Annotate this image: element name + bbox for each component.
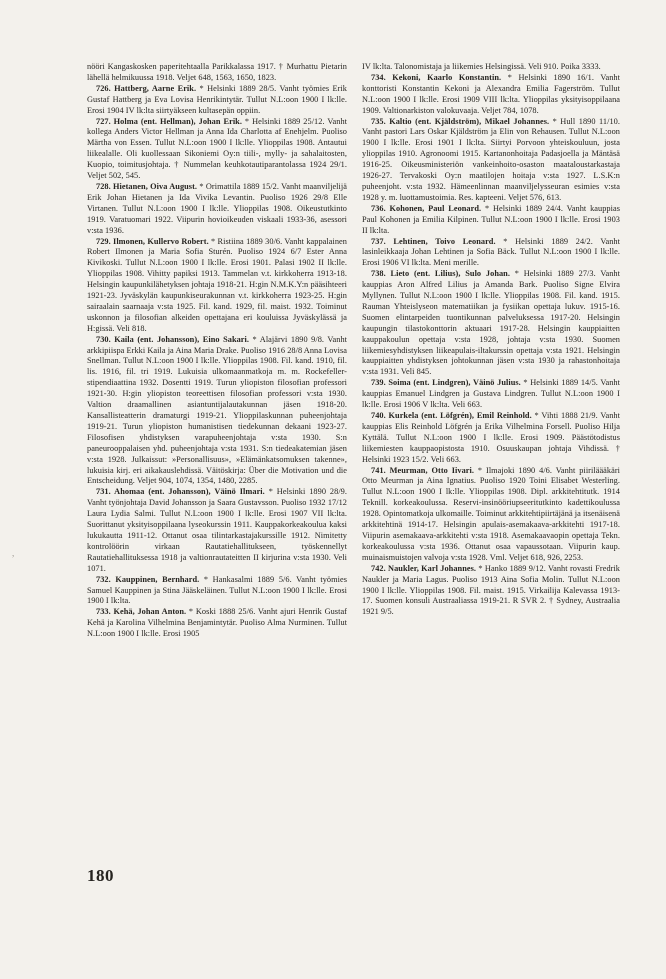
entry-heading: 730. Kaila (ent. Johansson), Eino Sakari. — [96, 334, 250, 344]
entry-body: * Helsinki 1889 28/5. Vanht työmies Erik Gustaf Hattberg ja Eva Lovisa Henrikintytär. Tullut N.L:oon 1900 I lk:lle. Erosi 1904 IV lk:lta siirtyäkseen kultasepän oppiin. — [87, 83, 348, 115]
entry-737 — [362, 237, 620, 270]
entry-heading: 727. Holma (ent. Hellman), Johan Erik. — [96, 116, 242, 126]
entry-heading: 729. Ilmonen, Kullervo Robert. — [96, 236, 209, 246]
entry-body: * Helsinki 1889 24/2. Vanht lasinleikkaaja Johan Lehtinen ja Sofia Bäck. Tullut N.L:oon 1900 I lk:lle. Erosi 1906 VI lk:lta. Meni merille. — [362, 236, 620, 268]
entry-726 — [87, 84, 347, 117]
entry-736 — [362, 204, 620, 237]
entry-continuation: nööri Kangaskosken paperitehtaalla Parikkalassa 1917. † Murhattu Pietarin lähellä helmikuussa 1918. Veljet 648, 1563, 1650, 1823. — [87, 62, 347, 82]
entry-heading: 726. Hattberg, Aarne Erik. — [96, 83, 197, 93]
entry-734 — [362, 73, 620, 117]
entry-body: * Orimattila 1889 15/2. Vanht maanviljelijä Erik Johan Hietanen ja Ida Vivika Levantin. Puoliso 1926 29/8 Elle Virtanen. Tullut N.L:oon 1900 I lk:lle. Ylioppilas 1908. Oikeustutkinto 1919. Varatuomari 1922. Viipurin hovioikeuden viskaali 1933-36, asessori v:sta 1936. — [87, 181, 347, 235]
entry-body: * Ristiina 1889 30/6. Vanht kappalainen Robert Ilmonen ja Maria Sofia Sturén. Puoliso 1924 6/7 Ester Anna Kivikoski. Tullut N.L:oon 1900 I lk:lle. Erosi 1901. Palasi 1902 II lk:lle. Ylioppilas 1908. Vihitty papiksi 1913. Tammelan v.t. kirkkoherra 1913-18. Helsingin kaupunkilähetyksen johtaja 1918-21. H:gin N.M.K.Y:n pääsihteeri 1921-23. Jyväskylän kaupunkiseurakunnan v.t. kirkkoherra 1923-25. H:gin sairaalain saarnaaja v:sta 1925. Fil. kand. 1929, fil. maist. 1932. Toiminut uskonnon ja filosofian alkeiden opettajana eri kouluissa Jyväskylässä ja H:gissä. Veli 818. — [87, 236, 347, 333]
right-column — [362, 62, 620, 618]
entry-heading: 733. Kehä, Johan Anton. — [96, 607, 187, 617]
entry-heading: 735. Kaltio (ent. Kjäldström), Mikael Johannes. — [371, 116, 550, 126]
entry-heading: 739. Soima (ent. Lindgren), Väinö Julius. — [371, 378, 521, 388]
entry-727 — [87, 117, 347, 182]
entry-740 — [362, 411, 620, 466]
entry-733 — [87, 607, 347, 640]
entry-741 — [362, 466, 620, 564]
entry-heading: 741. Meurman, Otto Iivari. — [371, 465, 474, 475]
entry-body: * Helsinki 1889 24/4. Vanht kauppias Paul Kohonen ja Emilia Kilpinen. Tullut N.L:oon 1900 I lk:lle. Erosi 1903 II lk:lta. — [362, 203, 620, 235]
entry-742 — [362, 564, 620, 619]
entry-body: * Helsinki 1890 16/1. Vanht konttoristi Konstantin Kekoni ja Alexandra Emilia Fagerström. Tullut N.L:oon 1900 I lk:lle. Erosi 1909 VIII lk:lta. Ylioppilas yksityisoppilaana 1909. Valtionarkiston valokuvaaja. Veljet 784, 1078. — [362, 72, 620, 115]
entry-body: * Helsinki 1889 25/12. Vanht kollega Anders Victor Hellman ja Anna Ida Charlotta af Enehjelm. Puoliso Märtha von Essen. Tullut N.L:oon 1900 I lk:lle. Ylioppilas 1908. Antautui liikealalle. Oli kuollessaan Sikoniemi Oy:n tiili-, mylly- ja sahalaitosten, Kuopio, toimitusjohtaja. † Nummelan keuhkotautiparantolassa 1924 29/1. Veljet 502, 545. — [87, 116, 347, 181]
entry-body: * Ilmajoki 1890 4/6. Vanht piiriläääkäri Otto Meurman ja Aina Ignatius. Puoliso 1920 Toini Elisabet Westerling. Tullut N.L:oon 1900 I lk:lle. Ylioppilas 1908. Dipl. arkkitehtitutk. 1914 Teknill. korkeakoulussa. Reservi-insinööriupseeritutkinto kadettikoulussa 1928. Opintomatkoja ulkomaille. Toiminut arkkitehtipiirtäjänä ja itsenäisenä arkkitehtinä 1914-17. Helsingin apulais-asemakaava-arkkitehti 1917-18. Viipurin asemakaava-arkkitehti v:sta 1918. Asemakaavaopin opettaja Tekn. korkeakoulussa v:sta 1936. Ottanut osaa vapaussotaan. Viipurin kaup. muinaismuistojen valvoja v:sta 1928. Vml. Veljet 618, 926, 2253. — [362, 465, 621, 562]
left-column — [87, 62, 347, 640]
entry-heading: 734. Kekoni, Kaarlo Konstantin. — [371, 72, 502, 82]
entry-heading: 731. Ahomaa (ent. Johansson), Väinö Ilmari. — [96, 487, 265, 497]
entry-body: * Helsinki 1889 14/5. Vanht kauppias Emanuel Lindgren ja Gustava Lindgren. Tullut N.L:oon 1900 I lk:lle. Erosi 1906 V lk:lta. Veli 663. — [362, 378, 620, 410]
entry-continuation: IV lk:lta. Talonomistaja ja liikemies Helsingissä. Veli 910. Poika 3333. — [362, 62, 601, 71]
entry-739 — [362, 378, 620, 411]
entry-731 — [87, 487, 347, 574]
entry-heading: 728. Hietanen, Oiva August. — [96, 181, 198, 191]
entry-body: * Hankasalmi 1889 5/6. Vanht työmies Samuel Kauppinen ja Stina Jääskeläinen. Tullut N.L:oon 1900 I lk:lle. Erosi 1900 I lk:lta. — [87, 574, 347, 606]
entry-body: * Helsinki 1889 27/3. Vanht kauppias Aron Alfred Lilius ja Amanda Bark. Puoliso Signe Elvira Myllynen. Tullut N.L:oon 1900 I lk:lle. Ylioppilas 1908. Fil. kand. 1915. Rauman Yhteislyseon matematiikan ja fysiikan opettaja lukuv. 1915-16. Suomen elintarpeiden tuontikunnan palveluksessa 1917-20. Helsingin kaupungin tilastokonttorin aktuaari 1917-28. Helsingin kauppiaitten kauppakoulun opettaja v:sta 1928, johtaja v:sta 1930. Suomen liikemiesyhdistyksen liikeapulais-iltakurssin opettaja v:sta 1921. Helsingin kauppiaitten yhdistyksen johtokunnan jäsen v:sta 1930 ja rahastonhoitaja v:sta 1931. Veli 845. — [362, 269, 620, 377]
entry-heading: 740. Kurkela (ent. Löfgrén), Emil Reinhold. — [371, 411, 532, 420]
entry-body: * Hull 1890 11/10. Vanht pastori Lars Oskar Kjäldström ja Elin von Rehausen. Tullut N.L:oon 1900 I lk:lle. Erosi 1901 I lk:lta. Siirtyi Porvoon yhteiskouluun, josta ylioppilas 1910. Agronoomi 1915. Kartanonhoitaja Padasjoella ja Mäntäsä 1916-25. Oikeusministeriön vankeinhoito-osaston maataloustarkastaja 1926-27. Tervakoski Oy:n maatilojen hoitaja v:sta 1927. L.S.K:n puheenjoht. v:sta 1932. Hämeenlinnan maanviljelysseuran esimies v:sta 1928 y. m. luottamustoimia. Res. kapteeni. Veljet 576, 613. — [362, 116, 621, 202]
entry-729 — [87, 237, 347, 335]
entry-heading: 732. Kauppinen, Bernhard. — [96, 574, 200, 584]
entry-732 — [87, 575, 347, 608]
entry-heading: 742. Naukler, Karl Johannes. — [371, 563, 477, 573]
entry-heading: 737. Lehtinen, Toivo Leonard. — [371, 236, 496, 246]
page-number: 180 — [87, 866, 114, 885]
entry-body: * Koski 1888 25/6. Vanht ajuri Henrik Gustaf Kehä ja Karolina Vilhelmina Benjamintytär. Puoliso Alma Nurminen. Tullut N.L:oon 1900 I lk:lle. Erosi 1905 — [87, 607, 347, 639]
entry-735 — [362, 117, 620, 204]
entry-heading: 738. Lieto (ent. Lilius), Sulo Johan. — [371, 269, 510, 279]
entry-body: * Vihti 1888 21/9. Vanht kauppias Elis Reinhold Löfgrén ja Erika Vilhelmina Forsell. Puoliso Hilja Kyttälä. Tullut N.L:oon 1900 I lk:lle. Erosi 1909. Päästötodistus liikemiesten kauppaopistosta 1910. Osuuskaupan johtaja Vihdissä. † Helsinki 1923 15/2. Veli 663. — [362, 411, 620, 464]
entry-728 — [87, 182, 347, 237]
entry-heading: 736. Kohonen, Paul Leonard. — [371, 203, 482, 213]
entry-body: * Alajärvi 1890 9/8. Vanht arkkipiispa Erkki Kaila ja Aina Maria Drake. Puoliso 1916 28/8 Anna Lovisa Snellman. Tullut N.L:oon 1900 I lk:lle. Ylioppilas 1908. Fil. kand. 1910, fil. lis. 1916, fil. tri 1919. Lukuisia ulkomaanmatkoja m. m. Rockefeller-stipendiaattina 1932. Dosentti 1919. Turun yliopiston filosofian professori 1921-30. H:gin yliopiston teoreettisen filosofian professori v:sta 1930. Valtion draamallinen asiantuntijalautakunnan jäsen 1918-20. Kansallisteatterin dramaturgi 1919-21. Ylioppilaskunnan puheenjohtaja 1919-21. Turun yliopiston humanistisen tiedekunnan dekaani 1923-27. Filosofisen yhdistyksen varapuheenjohtaja v:sta 1930. S:n paneurooppalaisen yhd. puheenjohtaja v:sta 1931. S:n tiedeakatemian jäsen v:sta 1928. Julkaissut: »Personallisuus», »Elämänkatsomuksen takenne», lukuisia kirj. eri aikakauslehdissä. Väitöskirja: Über die Motivation und die Entscheidung. Veljet 904, 1074, 1354, 1480, 2285. — [87, 334, 348, 486]
entry-730 — [87, 335, 347, 488]
entry-body: * Hanko 1889 9/12. Vanht rovasti Fredrik Naukler ja Maria Lagus. Puoliso 1913 Aina Sofia Molin. Tullut N.L:oon 1900 I lk:lle. Ylioppilas 1908. Fil. maist. 1915. Virkailija Kalevassa 1913-17. Suomen konsuli Austraaliassa 1919-21. R SVR 2. † Sydney, Austraalia 1921 9/5. — [362, 563, 621, 617]
margin-mark: , — [12, 548, 15, 558]
entry-738 — [362, 269, 620, 378]
entry-body: * Helsinki 1890 28/9. Vanht työnjohtaja David Johansson ja Saara Gustavsson. Puoliso 1932 17/12 Laura Lydia Salmi. Tullut N.L:oon 1900 I lk:lle. Erosi 1907 VII lk:lta. Suorittanut yksityisoppilaana lyseokurssin 1911. Kauppakorkeakoulua kaksi lukukautta 1911-12. Ottanut osaa tilintarkastajakurssille 1912. Nimitetty kontrolöörin virkaan Rautatiehallitukseen, työskennellyt Rautatiehallituksessa 1918 ja valtionrautateitten II kirjurina v:sta 1930. Veli 1071. — [87, 487, 347, 573]
